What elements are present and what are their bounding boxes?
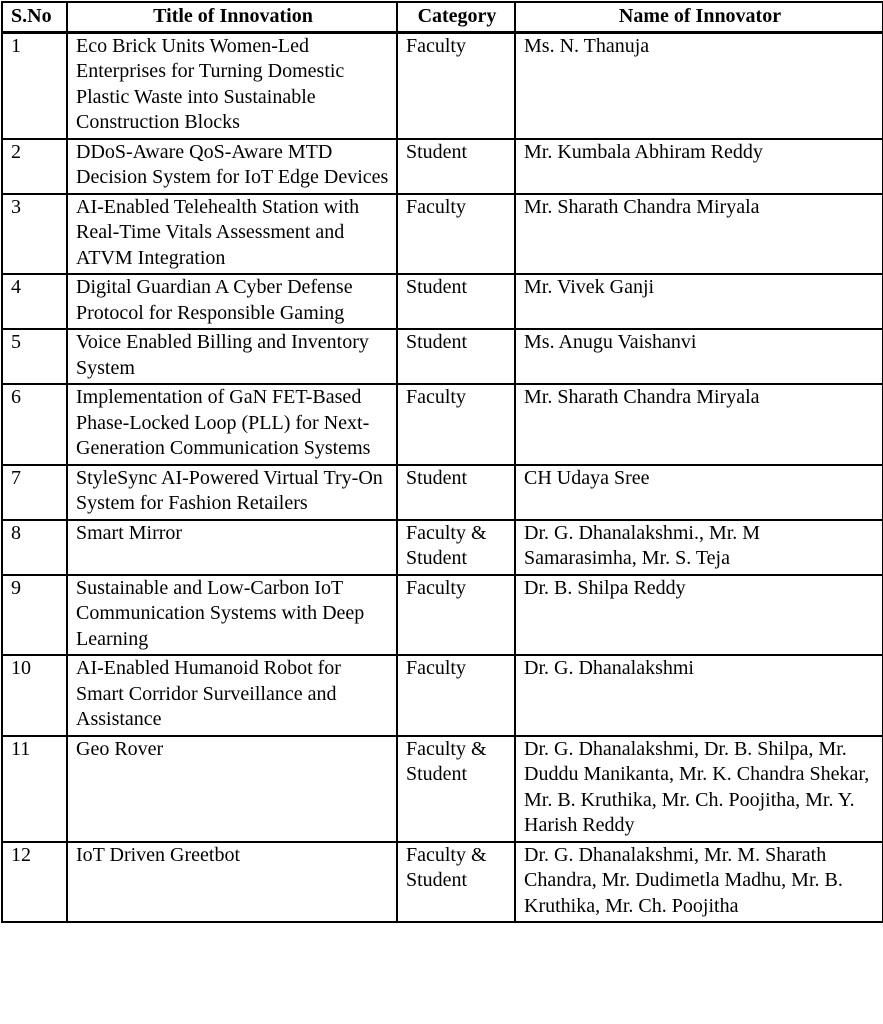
cell-category: Student [397, 274, 515, 329]
table-row [2, 842, 883, 923]
cell-innovator: Ms. Anugu Vaishanvi [515, 329, 883, 384]
cell-innovator: Mr. Sharath Chandra Miryala [515, 384, 883, 465]
header-row [2, 2, 883, 32]
cell-innovator: Mr. Kumbala Abhiram Reddy [515, 139, 883, 194]
column-header-innovator: Name of Innovator [515, 2, 883, 32]
innovation-table [1, 1, 883, 923]
cell-title: Eco Brick Units Women-Led Enterprises for Turning Domestic Plastic Waste into Sustainable Construction Blocks [67, 32, 397, 139]
cell-innovator: Dr. B. Shilpa Reddy [515, 575, 883, 656]
cell-innovator: Dr. G. Dhanalakshmi [515, 655, 883, 736]
cell-category: Faculty [397, 384, 515, 465]
cell-title: Geo Rover [67, 736, 397, 842]
cell-category: Student [397, 329, 515, 384]
cell-title: IoT Driven Greetbot [67, 842, 397, 923]
table-row [2, 736, 883, 842]
cell-title: Digital Guardian A Cyber Defense Protocol for Responsible Gaming [67, 274, 397, 329]
table-row [2, 32, 883, 139]
cell-title: StyleSync AI-Powered Virtual Try-On System for Fashion Retailers [67, 465, 397, 520]
column-header-sno: S.No [2, 2, 67, 32]
cell-innovator: Dr. G. Dhanalakshmi, Mr. M. Sharath Chandra, Mr. Dudimetla Madhu, Mr. B. Kruthika, Mr. Ch. Poojitha [515, 842, 883, 923]
cell-category: Faculty & Student [397, 520, 515, 575]
table-row [2, 384, 883, 465]
cell-sno: 9 [2, 575, 67, 656]
column-header-category: Category [397, 2, 515, 32]
table-body [2, 32, 883, 922]
table-row [2, 655, 883, 736]
cell-title: DDoS-Aware QoS-Aware MTD Decision System for IoT Edge Devices [67, 139, 397, 194]
table-row [2, 575, 883, 656]
cell-innovator: Mr. Sharath Chandra Miryala [515, 194, 883, 275]
cell-title: Implementation of GaN FET-Based Phase-Locked Loop (PLL) for Next-Generation Communication Systems [67, 384, 397, 465]
cell-title: Smart Mirror [67, 520, 397, 575]
cell-innovator: CH Udaya Sree [515, 465, 883, 520]
cell-sno: 2 [2, 139, 67, 194]
cell-category: Faculty [397, 194, 515, 275]
cell-title: Sustainable and Low-Carbon IoT Communication Systems with Deep Learning [67, 575, 397, 656]
cell-sno: 6 [2, 384, 67, 465]
cell-category: Student [397, 465, 515, 520]
cell-sno: 10 [2, 655, 67, 736]
cell-innovator: Ms. N. Thanuja [515, 32, 883, 139]
cell-category: Faculty [397, 655, 515, 736]
cell-category: Faculty [397, 32, 515, 139]
cell-sno: 7 [2, 465, 67, 520]
cell-sno: 5 [2, 329, 67, 384]
cell-sno: 8 [2, 520, 67, 575]
cell-category: Faculty & Student [397, 736, 515, 842]
cell-title: Voice Enabled Billing and Inventory System [67, 329, 397, 384]
cell-sno: 1 [2, 32, 67, 139]
table-row [2, 465, 883, 520]
cell-sno: 11 [2, 736, 67, 842]
cell-sno: 4 [2, 274, 67, 329]
cell-category: Faculty & Student [397, 842, 515, 923]
cell-category: Faculty [397, 575, 515, 656]
cell-title: AI-Enabled Humanoid Robot for Smart Corridor Surveillance and Assistance [67, 655, 397, 736]
cell-innovator: Dr. G. Dhanalakshmi, Dr. B. Shilpa, Mr. Duddu Manikanta, Mr. K. Chandra Shekar, Mr. B. Kruthika, Mr. Ch. Poojitha, Mr. Y. Harish Reddy [515, 736, 883, 842]
table-row [2, 274, 883, 329]
table-row [2, 194, 883, 275]
cell-sno: 12 [2, 842, 67, 923]
table-row [2, 139, 883, 194]
table-row [2, 329, 883, 384]
cell-title: AI-Enabled Telehealth Station with Real-Time Vitals Assessment and ATVM Integration [67, 194, 397, 275]
cell-sno: 3 [2, 194, 67, 275]
column-header-title: Title of Innovation [67, 2, 397, 32]
cell-innovator: Mr. Vivek Ganji [515, 274, 883, 329]
cell-innovator: Dr. G. Dhanalakshmi., Mr. M Samarasimha, Mr. S. Teja [515, 520, 883, 575]
table-row [2, 520, 883, 575]
cell-category: Student [397, 139, 515, 194]
